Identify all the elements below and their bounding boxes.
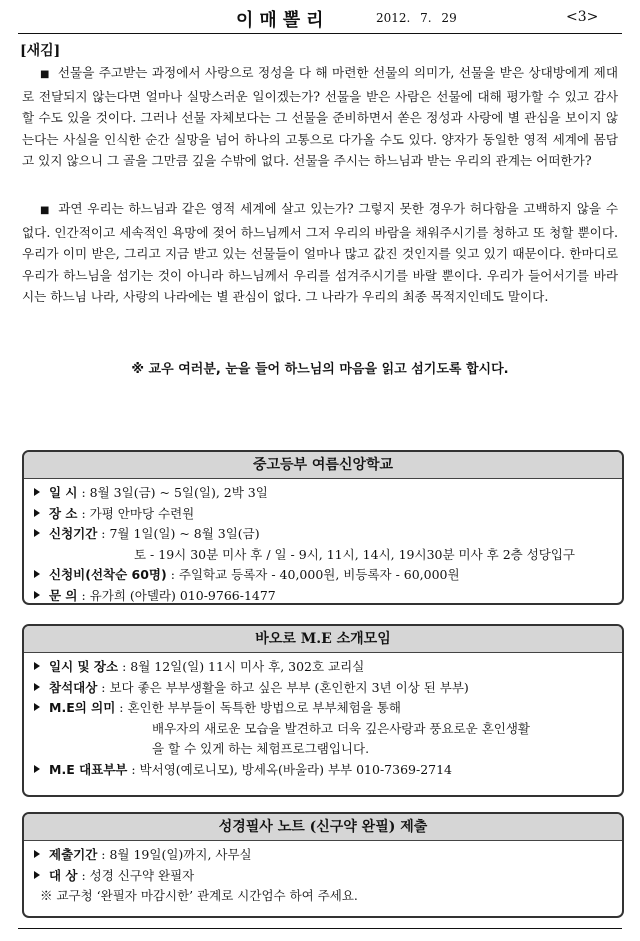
announcement-title: 바오로 M.E 소개모임 — [24, 626, 622, 653]
bulletin-title: 이매뽈리 — [236, 10, 330, 31]
info-row — [34, 698, 622, 719]
info-row — [34, 565, 622, 586]
footer-divider — [18, 928, 622, 929]
info-row — [34, 845, 622, 866]
row-label: 장 소 — [49, 505, 78, 521]
row-label: 문 의 — [49, 587, 78, 603]
info-row — [34, 657, 622, 678]
row-text: : 주일학교 등록자 - 40,000원, 비등록자 - 60,000원 — [170, 567, 460, 582]
paragraph-text: 과연 우리는 하느님과 같은 영적 세계에 살고 있는가? 그렇지 못한 경우가 허다함을 고백하지 않을 수 없다. 인간적이고 세속적인 욕망에 젖어 하느님께서 그저 우리의 바람을 채워주시기를 청하고 또 청할 뿐이다. 우리가 이미 받은, 그리고 지금 받고 있는 선물들이 얼마나 많고 값진 것인지를 잊고 있기 때문이다. 한마디로 우리가 하느님을 섬기는 것이 아니라 하느님께서 우리를 섬겨주시기를 바랄 뿐이다. 우리가 들어서기를 바라시는 하느님 나라, 사랑의 나라에는 별 관심이 없다. 그 나라가 우리의 최종 목적지인데도 말이다. — [22, 201, 619, 304]
triangle-bullet-icon — [34, 765, 40, 773]
triangle-bullet-icon — [34, 683, 40, 691]
announcement-title: 성경필사 노트 (신구약 완필) 제출 — [24, 814, 622, 841]
reflection-paragraph-1 — [22, 62, 618, 172]
row-text: : 혼인한 부부들이 독특한 방법으로 부부체험을 통해 — [119, 700, 401, 715]
announcement-note: ※ 교구청 ‘완필자 마감시한’ 관계로 시간엄수 하여 주세요. — [40, 888, 358, 903]
row-label: 참석대상 — [49, 679, 98, 695]
triangle-bullet-icon — [34, 850, 40, 858]
info-row — [34, 504, 622, 525]
exhortation: ※ 교우 여러분, 눈을 들어 하느님의 마음을 읽고 섬기도록 합시다. — [131, 362, 509, 377]
row-text: : 박서영(예로니모), 방세옥(바울라) 부부 010-7369-2714 — [131, 761, 453, 777]
page-number: <3> — [566, 9, 599, 25]
row-label: 일시 및 장소 — [49, 659, 119, 674]
paragraph-text: 선물을 주고받는 과정에서 사랑으로 정성을 다 해 마련한 선물의 의미가, 선물을 받은 상대방에게 제대로 전달되지 않는다면 얼마나 실망스러운 일이겠는가? 선물을 받은 사람은 선물에 대해 평가할 수 있고 감사할 수도 있을 것이다. 그러나 선물 자체보다는 그 선물을 준비하면서 쏟은 정성과 사랑에 별 관심을 보이지 않는다는 사실을 인식한 순간 실망을 넘어 하나의 고통으로 다가올 수도 있다. 양자가 동일한 영적 세계에 몸담고 있지 않으니 그 골을 그만큼 깊을 수밖에 없다. 선물을 주시는 하느님과 받는 우리의 관계는 어떠한가? — [22, 65, 618, 168]
triangle-bullet-icon — [34, 871, 40, 879]
row-text: : 8월 19일(일)까지, 사무실 — [101, 847, 252, 862]
row-label: 일 시 — [49, 485, 78, 500]
row-label: M.E의 의미 — [49, 700, 116, 715]
row-text: : 8월 3일(금) ~ 5일(일), 2박 3일 — [81, 485, 268, 500]
info-row — [34, 678, 622, 699]
announcement-box-me-meeting — [22, 624, 624, 797]
row-label: M.E 대표부부 — [49, 761, 128, 777]
row-label: 제출기간 — [49, 847, 98, 862]
row-text: : 유가희 (아델라) 010-9766-1477 — [81, 587, 276, 603]
info-row — [34, 866, 622, 887]
row-text: : 7월 1일(일) ~ 8월 3일(금) — [101, 526, 260, 541]
info-row — [34, 586, 622, 607]
info-row-continuation: 을 할 수 있게 하는 체험프로그램입니다. — [152, 741, 370, 756]
square-bullet-icon: ■ — [40, 69, 50, 80]
row-text: : 8월 12일(일) 11시 미사 후, 302호 교리실 — [122, 659, 365, 674]
header-divider — [18, 33, 622, 34]
page-header — [18, 2, 622, 32]
triangle-bullet-icon — [34, 509, 40, 517]
row-label: 신청비(선착순 60명) — [49, 567, 167, 582]
row-text: : 보다 좋은 부부생활을 하고 싶은 부부 (혼인한지 3년 이상 된 부부) — [101, 679, 469, 695]
announcement-box-bible-transcription — [22, 812, 624, 918]
triangle-bullet-icon — [34, 570, 40, 578]
row-text: : 가평 안마당 수련원 — [81, 505, 195, 521]
row-text: : 성경 신구약 완필자 — [81, 867, 195, 883]
row-label: 대 상 — [49, 867, 78, 883]
announcement-title: 중고등부 여름신앙학교 — [24, 452, 622, 479]
bulletin-date: 2012. 7. 29 — [376, 11, 457, 25]
section-label: [새김] — [20, 43, 61, 59]
info-row — [34, 524, 622, 545]
info-row-continuation: 배우자의 새로운 모습을 발견하고 더욱 깊은사랑과 풍요로운 혼인생활 — [152, 720, 530, 736]
info-row-continuation: 토 - 19시 30분 미사 후 / 일 - 9시, 11시, 14시, 19시30분 미사 후 2층 성당입구 — [134, 546, 575, 562]
triangle-bullet-icon — [34, 662, 40, 670]
row-label: 신청기간 — [49, 526, 98, 541]
info-row — [34, 760, 622, 781]
square-bullet-icon: ■ — [40, 205, 51, 216]
triangle-bullet-icon — [34, 591, 40, 599]
announcement-box-youth-camp — [22, 450, 624, 605]
reflection-paragraph-2 — [22, 198, 618, 308]
info-row — [34, 483, 622, 504]
triangle-bullet-icon — [34, 488, 40, 496]
triangle-bullet-icon — [34, 529, 40, 537]
triangle-bullet-icon — [34, 703, 40, 711]
